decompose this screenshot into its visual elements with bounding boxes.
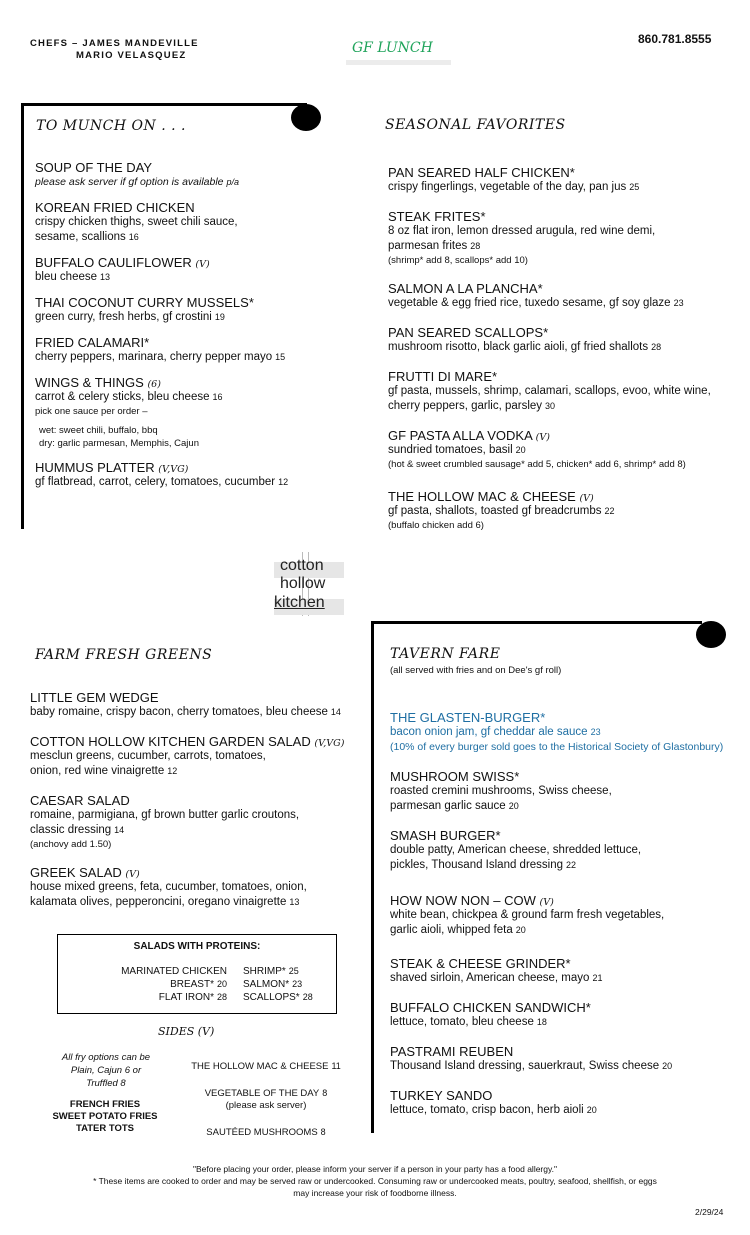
proteins-left-list xyxy=(67,965,227,1004)
sauce-note: pick one sauce per order – xyxy=(35,406,148,417)
item-name: FRUTTI DI MARE* xyxy=(388,369,498,384)
item-desc: crispy fingerlings, vegetable of the day, pan jus xyxy=(388,181,627,193)
item-price: 14 xyxy=(114,825,125,835)
list-item xyxy=(35,460,335,490)
item-desc: sundried tomatoes, basil xyxy=(388,444,513,456)
protein-price: 25 xyxy=(288,966,299,976)
list-item xyxy=(388,369,743,414)
tavern-title: TAVERN FARE xyxy=(390,646,501,662)
item-name: BUFFALO CAULIFLOWER xyxy=(35,255,192,270)
item-name: MUSHROOM SWISS* xyxy=(390,769,520,784)
disclaimer-line-3: may increase your risk of foodborne illness. xyxy=(293,1188,457,1198)
list-item: SWEET POTATO FRIES xyxy=(52,1111,158,1122)
item-desc-2: cherry peppers, garlic, parsley xyxy=(388,400,543,412)
item-name: FRIED CALAMARI* xyxy=(35,335,150,350)
chefs-line-2: MARIO VELASQUEZ xyxy=(76,50,187,61)
item-desc: gf flatbread, carrot, celery, tomatoes, cucumber xyxy=(35,476,276,488)
list-item xyxy=(388,281,743,311)
item-price: 12 xyxy=(278,477,289,487)
item-desc: green curry, fresh herbs, gf crostini xyxy=(35,311,212,323)
cotton-hollow-kitchen-logo xyxy=(272,555,348,615)
menu-date: 2/29/24 xyxy=(695,1207,724,1217)
item-desc-2: onion, red wine vinaigrette xyxy=(30,765,165,777)
side-price: 8 xyxy=(322,1088,328,1098)
item-name: STEAK FRITES* xyxy=(388,209,486,224)
item-desc-2: garlic aioli, whipped feta xyxy=(390,924,513,936)
side-price: 8 xyxy=(320,1127,326,1137)
fry-price-plain: 6 xyxy=(124,1065,131,1076)
greens-title: FARM FRESH GREENS xyxy=(35,647,213,663)
list-item xyxy=(35,200,335,245)
list-item xyxy=(390,1000,745,1030)
item-name: LITTLE GEM WEDGE xyxy=(30,690,159,705)
munch-top-rule xyxy=(22,103,307,106)
item-price: 13 xyxy=(100,272,111,282)
item-price: 12 xyxy=(167,766,178,776)
item-addon: (buffalo chicken add 6) xyxy=(388,520,484,531)
item-desc: roasted cremini mushrooms, Swiss cheese, xyxy=(390,785,612,797)
item-desc: please ask server if gf option is available xyxy=(35,176,224,188)
logo-line-1: cotton xyxy=(280,557,324,574)
side-name: VEGETABLE OF THE DAY xyxy=(204,1088,320,1099)
item-name: CAESAR SALAD xyxy=(30,793,130,808)
item-price: 23 xyxy=(673,298,684,308)
item-desc: gf pasta, mussels, shrimp, calamari, scallops, evoo, white wine, xyxy=(388,385,711,397)
protein-price: 20 xyxy=(216,979,227,989)
side-name: THE HOLLOW MAC & CHEESE xyxy=(191,1061,329,1072)
item-desc: mushroom risotto, black garlic aioli, gf fried shallots xyxy=(388,341,649,353)
item-name: PASTRAMI REUBEN xyxy=(390,1044,514,1059)
item-desc: gf pasta, shallots, toasted gf breadcrumbs xyxy=(388,505,602,517)
munch-title: TO MUNCH ON . . . xyxy=(36,118,186,134)
item-desc-2: kalamata olives, pepperoncini, oregano vinaigrette xyxy=(30,896,287,908)
item-price: 23 xyxy=(590,727,601,737)
item-desc: bacon onion jam, gf cheddar ale sauce xyxy=(390,726,588,738)
logo-line-3: kitchen xyxy=(274,594,325,611)
item-price: 14 xyxy=(330,707,341,717)
list-item xyxy=(390,769,745,814)
tavern-list xyxy=(390,710,745,1128)
item-name: PAN SEARED SCALLOPS* xyxy=(388,325,549,340)
sauce-dry: dry: garlic parmesan, Memphis, Cajun xyxy=(39,438,199,449)
item-name: THAI COCONUT CURRY MUSSELS* xyxy=(35,295,254,310)
list-item xyxy=(30,690,370,720)
item-tag: (V) xyxy=(125,869,140,880)
item-name: KOREAN FRIED CHICKEN xyxy=(35,200,195,215)
list-item xyxy=(30,734,370,779)
tavern-corner-dot xyxy=(696,621,726,648)
item-tag: (V,VG) xyxy=(158,464,189,475)
item-desc: lettuce, tomato, crisp bacon, herb aioli xyxy=(390,1104,584,1116)
item-desc: mesclun greens, cucumber, carrots, tomatoes, xyxy=(30,750,266,762)
list-item xyxy=(67,991,227,1004)
salad-proteins-box xyxy=(57,934,337,1014)
item-price: 20 xyxy=(586,1105,597,1115)
tavern-left-rule xyxy=(371,621,374,1133)
item-price: 20 xyxy=(515,925,526,935)
item-price: 20 xyxy=(515,445,526,455)
item-name: SALMON A LA PLANCHA* xyxy=(388,281,543,296)
item-desc: cherry peppers, marinara, cherry pepper mayo xyxy=(35,351,273,363)
item-price: 19 xyxy=(214,312,225,322)
item-desc-2: parmesan garlic sauce xyxy=(390,800,506,812)
list-item xyxy=(390,1088,745,1118)
item-desc: lettuce, tomato, bleu cheese xyxy=(390,1016,534,1028)
list-item xyxy=(30,793,370,851)
list-item xyxy=(388,325,743,355)
item-price: 28 xyxy=(651,342,662,352)
fry-price-truffled: 8 xyxy=(120,1078,126,1089)
item-name: WINGS & THINGS xyxy=(35,375,144,390)
allergy-disclaimer xyxy=(60,1163,690,1199)
side-price: 11 xyxy=(331,1061,341,1071)
item-name: PAN SEARED HALF CHICKEN* xyxy=(388,165,575,180)
list-item xyxy=(186,1126,346,1139)
item-price: 30 xyxy=(545,401,556,411)
item-name: THE GLASTEN-BURGER* xyxy=(390,710,546,725)
item-addon: (shrimp* add 8, scallops* add 10) xyxy=(388,255,528,266)
item-tag: (V) xyxy=(579,493,594,504)
item-price: p/a xyxy=(226,177,240,187)
proteins-right-list xyxy=(243,965,313,1004)
item-name: THE HOLLOW MAC & CHEESE xyxy=(388,489,576,504)
item-desc: 8 oz flat iron, lemon dressed arugula, red wine demi, xyxy=(388,225,656,237)
fry-or: or xyxy=(132,1065,142,1076)
item-price: 16 xyxy=(128,232,139,242)
item-price: 28 xyxy=(470,241,481,251)
item-addon: (anchovy add 1.50) xyxy=(30,839,112,850)
logo-line-2: hollow xyxy=(280,575,326,592)
item-price: 20 xyxy=(508,801,519,811)
item-name: COTTON HOLLOW KITCHEN GARDEN SALAD xyxy=(30,734,311,749)
item-desc-2: pickles, Thousand Island dressing xyxy=(390,859,564,871)
item-tag: (6) xyxy=(147,379,161,390)
list-item xyxy=(243,978,313,991)
list-item xyxy=(35,160,335,190)
item-name: BUFFALO CHICKEN SANDWICH* xyxy=(390,1000,591,1015)
item-price: 22 xyxy=(566,860,577,870)
list-item xyxy=(30,865,370,910)
fry-note-line-1: All fry options can be xyxy=(61,1052,151,1063)
item-desc-2: (10% of every burger sold goes to the Historical Society of Glastonbury) xyxy=(390,741,724,753)
item-desc: double patty, American cheese, shredded lettuce, xyxy=(390,844,642,856)
item-price: 15 xyxy=(275,352,286,362)
list-item xyxy=(390,893,745,938)
list-item xyxy=(390,710,745,755)
list-item: FRENCH FRIES xyxy=(69,1099,141,1110)
list-item xyxy=(35,295,335,325)
item-name: SOUP OF THE DAY xyxy=(35,160,153,175)
seasonal-list xyxy=(388,165,743,542)
item-desc-2: sesame, scallions xyxy=(35,231,126,243)
item-price: 18 xyxy=(536,1017,547,1027)
phone-number: 860.781.8555 xyxy=(638,32,712,46)
disclaimer-line-1: "Before placing your order, please inform your server if a person in your party has a food allergy." xyxy=(192,1164,557,1174)
list-item xyxy=(390,956,745,986)
fry-list xyxy=(50,1099,160,1135)
item-tag: (V) xyxy=(195,259,210,270)
chefs-line-1: CHEFS – JAMES MANDEVILLE xyxy=(30,38,199,49)
list-item xyxy=(35,255,335,285)
list-item xyxy=(35,375,335,450)
proteins-title: SALADS WITH PROTEINS: xyxy=(133,941,261,952)
list-item xyxy=(388,428,743,471)
seasonal-title: SEASONAL FAVORITES xyxy=(385,117,566,133)
chefs-credit xyxy=(30,38,199,62)
sides-title: SIDES (V) xyxy=(158,1025,215,1038)
list-item xyxy=(390,828,745,873)
item-price: 22 xyxy=(604,506,615,516)
item-name: GF PASTA ALLA VODKA xyxy=(388,428,533,443)
protein-name: FLAT IRON* xyxy=(158,992,214,1003)
item-desc: carrot & celery sticks, bleu cheese xyxy=(35,391,210,403)
menu-title: GF LUNCH xyxy=(352,40,433,56)
list-item xyxy=(35,335,335,365)
item-name: GREEK SALAD xyxy=(30,865,122,880)
item-desc: white bean, chickpea & ground farm fresh vegetables, xyxy=(390,909,665,921)
tavern-subtitle: (all served with fries and on Dee's gf roll) xyxy=(390,665,562,676)
protein-name: SHRIMP* xyxy=(243,966,286,977)
protein-name: SALMON* xyxy=(243,979,290,990)
item-price: 21 xyxy=(592,973,603,983)
protein-name: MARINATED CHICKEN BREAST* xyxy=(121,966,227,990)
item-name: STEAK & CHEESE GRINDER* xyxy=(390,956,571,971)
fry-note-line-2: Plain, Cajun xyxy=(70,1065,123,1076)
item-desc: Thousand Island dressing, sauerkraut, Swiss cheese xyxy=(390,1060,660,1072)
side-items xyxy=(186,1060,346,1153)
item-price: 13 xyxy=(289,897,300,907)
munch-corner-dot xyxy=(291,104,321,131)
fry-options-note xyxy=(56,1051,156,1090)
item-price: 20 xyxy=(662,1061,673,1071)
protein-name: SCALLOPS* xyxy=(243,992,300,1003)
munch-left-rule xyxy=(21,103,24,529)
item-name: SMASH BURGER* xyxy=(390,828,501,843)
item-name: HOW NOW NON – COW xyxy=(390,893,536,908)
list-item: TATER TOTS xyxy=(75,1123,135,1134)
title-underline xyxy=(346,60,451,65)
protein-price: 28 xyxy=(216,992,227,1002)
item-desc-2: parmesan frites xyxy=(388,240,468,252)
item-addon: (hot & sweet crumbled sausage* add 5, chicken* add 6, shrimp* add 8) xyxy=(388,459,686,470)
list-item xyxy=(390,1044,745,1074)
fry-note-line-3: Truffled xyxy=(86,1078,118,1089)
item-desc: romaine, parmigiana, gf brown butter garlic croutons, xyxy=(30,809,300,821)
list-item xyxy=(67,965,227,991)
item-tag: (V,VG) xyxy=(314,738,345,749)
item-name: TURKEY SANDO xyxy=(390,1088,493,1103)
list-item xyxy=(243,965,313,978)
disclaimer-line-2: * These items are cooked to order and may be served raw or undercooked. Consuming raw or undercooked meats, poultry, seafood, shellfish, or eggs xyxy=(93,1176,657,1186)
item-price: 16 xyxy=(212,392,223,402)
list-item xyxy=(243,991,313,1004)
item-desc: shaved sirloin, American cheese, mayo xyxy=(390,972,590,984)
greens-list xyxy=(30,690,370,920)
side-name: SAUTÉED MUSHROOMS xyxy=(206,1127,318,1138)
item-desc: vegetable & egg fried rice, tuxedo sesame, gf soy glaze xyxy=(388,297,671,309)
item-desc: baby romaine, crispy bacon, cherry tomatoes, bleu cheese xyxy=(30,706,328,718)
sauce-wet: wet: sweet chili, buffalo, bbq xyxy=(39,425,158,436)
list-item xyxy=(388,209,743,267)
tavern-top-rule xyxy=(372,621,702,624)
item-desc: bleu cheese xyxy=(35,271,98,283)
item-tag: (V) xyxy=(535,432,550,443)
item-tag: (V) xyxy=(539,897,554,908)
item-desc-2: classic dressing xyxy=(30,824,112,836)
list-item xyxy=(186,1060,346,1073)
item-desc: crispy chicken thighs, sweet chili sauce, xyxy=(35,216,238,228)
item-desc: house mixed greens, feta, cucumber, tomatoes, onion, xyxy=(30,881,307,893)
list-item xyxy=(388,165,743,195)
side-note: (please ask server) xyxy=(225,1100,307,1111)
item-name: HUMMUS PLATTER xyxy=(35,460,155,475)
list-item xyxy=(388,489,743,532)
protein-price: 28 xyxy=(302,992,313,1002)
item-price: 25 xyxy=(629,182,640,192)
munch-list xyxy=(35,160,335,500)
list-item xyxy=(186,1087,346,1112)
protein-price: 23 xyxy=(292,979,303,989)
